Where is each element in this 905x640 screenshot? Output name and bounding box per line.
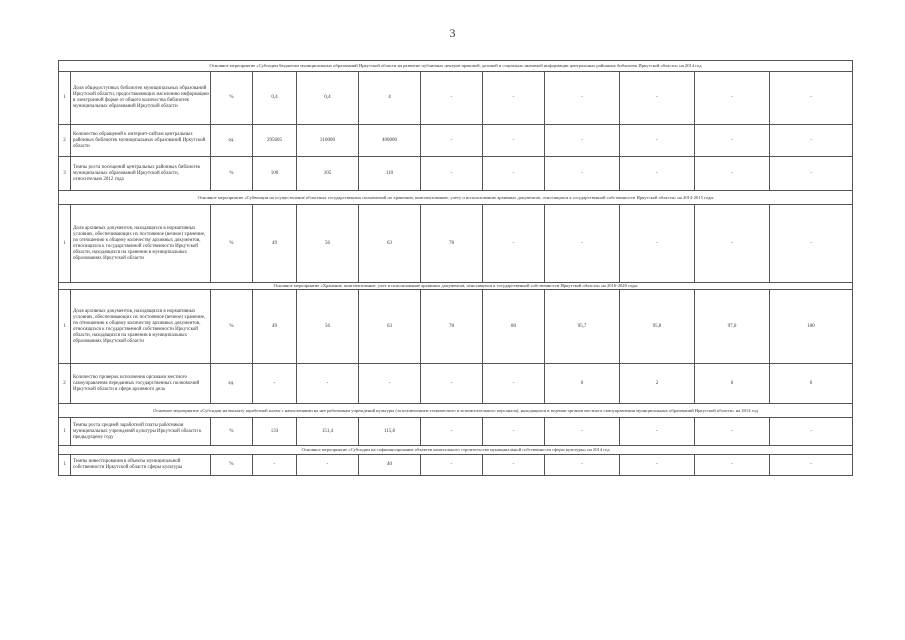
value-cell: - bbox=[421, 157, 483, 191]
value-cell: - bbox=[421, 418, 483, 446]
table-row bbox=[59, 205, 853, 283]
value-cell: - bbox=[620, 157, 695, 191]
value-cell: 95,8 bbox=[620, 290, 695, 364]
unit-cell: % bbox=[211, 290, 253, 364]
value-cell: 6 bbox=[545, 364, 620, 404]
section-heading: Основное мероприятие «Хранение, комплектование, учет и использование архивных документов, относящихся к государственной собственности Иркутской области» на 2016-2020 годы bbox=[59, 283, 853, 290]
value-cell: 0,4 bbox=[297, 72, 359, 125]
value-cell: 100 bbox=[770, 290, 853, 364]
page-number: 3 bbox=[449, 26, 456, 40]
value-cell: - bbox=[483, 455, 545, 476]
value-cell: 2 bbox=[620, 364, 695, 404]
section-heading-row bbox=[59, 283, 853, 290]
value-cell: - bbox=[297, 364, 359, 404]
row-number: 2 bbox=[59, 364, 71, 404]
value-cell: - bbox=[483, 418, 545, 446]
value-cell: - bbox=[695, 455, 770, 476]
value-cell: - bbox=[421, 72, 483, 125]
indicator-name: Темпы роста средней заработной платы работников муниципальных учреждений культуры Иркутской области к предыдущему году bbox=[71, 418, 211, 446]
value-cell: - bbox=[620, 455, 695, 476]
unit-cell: % bbox=[211, 418, 253, 446]
value-cell: - bbox=[421, 125, 483, 157]
value-cell: - bbox=[545, 205, 620, 283]
value-cell: 133 bbox=[253, 418, 297, 446]
row-number: 2 bbox=[59, 125, 71, 157]
row-number: 1 bbox=[59, 72, 71, 125]
value-cell: - bbox=[483, 364, 545, 404]
unit-cell: % bbox=[211, 72, 253, 125]
value-cell: - bbox=[620, 418, 695, 446]
value-cell: - bbox=[695, 418, 770, 446]
table-row bbox=[59, 418, 853, 446]
value-cell: 40 bbox=[359, 455, 421, 476]
value-cell: 105 bbox=[297, 157, 359, 191]
value-cell: 78 bbox=[421, 205, 483, 283]
indicator-name: Количество проверок исполнения органами местного самоуправления переданных государственных полномочий Иркутской области в сфере архивного дела bbox=[71, 364, 211, 404]
indicators-table bbox=[58, 60, 853, 476]
value-cell: 49 bbox=[253, 205, 297, 283]
value-cell: - bbox=[770, 72, 853, 125]
value-cell: - bbox=[695, 125, 770, 157]
indicator-name: Темпы роста посещений центральных районных библиотек муниципальных образований Иркутской области, относительно 2012 года bbox=[71, 157, 211, 191]
section-heading: Основное мероприятие «Субсидии бюджетам муниципальных образований Иркутской области на развитие публичных центров правовой, деловой и социально значимой информации центральных районных библиотек Иркутской области» на 2014 год bbox=[59, 61, 853, 72]
row-number: 1 bbox=[59, 205, 71, 283]
table-row bbox=[59, 455, 853, 476]
value-cell: - bbox=[297, 455, 359, 476]
value-cell: - bbox=[545, 157, 620, 191]
section-heading: Основное мероприятие «Субсидии на выплату заработной платы с начислениями на нее работникам учреждений культуры (за исключением технического и вспомогательного персонала), находящихся в ведении органов местного самоуправления муниципальных образований Иркутской области» на 2014 год bbox=[59, 404, 853, 418]
value-cell: - bbox=[545, 455, 620, 476]
value-cell: 56 bbox=[297, 205, 359, 283]
table-row bbox=[59, 290, 853, 364]
unit-cell: ед. bbox=[211, 364, 253, 404]
value-cell: 6 bbox=[695, 364, 770, 404]
section-heading-row bbox=[59, 404, 853, 418]
row-number: 1 bbox=[59, 290, 71, 364]
value-cell: 80 bbox=[483, 290, 545, 364]
value-cell: 115,8 bbox=[359, 418, 421, 446]
value-cell: - bbox=[770, 157, 853, 191]
row-number: 3 bbox=[59, 157, 71, 191]
value-cell: 110 bbox=[359, 157, 421, 191]
value-cell: - bbox=[620, 205, 695, 283]
unit-cell: % bbox=[211, 157, 253, 191]
value-cell: 310000 bbox=[297, 125, 359, 157]
row-number: 1 bbox=[59, 418, 71, 446]
value-cell: 100 bbox=[253, 157, 297, 191]
section-heading-row bbox=[59, 191, 853, 205]
indicator-name: Темпы инвестирования в объекты муниципальной собственности Иркутской области сферы культуры bbox=[71, 455, 211, 476]
value-cell: - bbox=[253, 364, 297, 404]
unit-cell: % bbox=[211, 455, 253, 476]
section-heading-row bbox=[59, 446, 853, 455]
table-row bbox=[59, 125, 853, 157]
value-cell: - bbox=[483, 157, 545, 191]
unit-cell: % bbox=[211, 205, 253, 283]
value-cell: - bbox=[695, 205, 770, 283]
value-cell: - bbox=[545, 72, 620, 125]
value-cell: - bbox=[359, 364, 421, 404]
value-cell: 151,4 bbox=[297, 418, 359, 446]
row-number: 1 bbox=[59, 455, 71, 476]
value-cell: 97,0 bbox=[695, 290, 770, 364]
value-cell: - bbox=[545, 125, 620, 157]
value-cell: 400000 bbox=[359, 125, 421, 157]
value-cell: 56 bbox=[297, 290, 359, 364]
value-cell: 295605 bbox=[253, 125, 297, 157]
value-cell: - bbox=[620, 72, 695, 125]
value-cell: - bbox=[770, 205, 853, 283]
value-cell: - bbox=[483, 205, 545, 283]
section-heading-row bbox=[59, 61, 853, 72]
value-cell: 63 bbox=[359, 290, 421, 364]
value-cell: 49 bbox=[253, 290, 297, 364]
value-cell: - bbox=[421, 455, 483, 476]
value-cell: - bbox=[695, 157, 770, 191]
value-cell: - bbox=[620, 125, 695, 157]
value-cell: - bbox=[770, 125, 853, 157]
value-cell: - bbox=[545, 418, 620, 446]
value-cell: - bbox=[770, 455, 853, 476]
value-cell: - bbox=[483, 125, 545, 157]
value-cell: - bbox=[421, 364, 483, 404]
indicator-name: Доля архивных документов, находящихся в нормативных условиях, обеспечивающих их постоянное (вечное) хранение, по отношению к общему количеству архивных документов, относящихся к государственной собственности Иркутской области, находящихся на хранении в муниципальных образованиях Иркутской области bbox=[71, 205, 211, 283]
table-row bbox=[59, 72, 853, 125]
value-cell: - bbox=[483, 72, 545, 125]
indicator-name: Количество обращений к интернет-сайтам центральных районных библиотек муниципальных образований Иркутской области bbox=[71, 125, 211, 157]
indicator-name: Доля общедоступных библиотек муниципальных образований Иркутской области, предоставляющих населению информацию в электронной форме от общего количества библиотек муниципальных образований Иркутской области bbox=[71, 72, 211, 125]
value-cell: - bbox=[770, 418, 853, 446]
value-cell: 63 bbox=[359, 205, 421, 283]
unit-cell: ед. bbox=[211, 125, 253, 157]
table-row bbox=[59, 157, 853, 191]
value-cell: 95,7 bbox=[545, 290, 620, 364]
value-cell: 6 bbox=[770, 364, 853, 404]
value-cell: - bbox=[253, 455, 297, 476]
value-cell: - bbox=[695, 72, 770, 125]
value-cell: 78 bbox=[421, 290, 483, 364]
value-cell: 4 bbox=[359, 72, 421, 125]
value-cell: 0,4 bbox=[253, 72, 297, 125]
table-row bbox=[59, 364, 853, 404]
section-heading: Основное мероприятие «Субсидии на софинансирование объектов капитального строительства муниципальной собственности сферы культуры» на 2014 год bbox=[59, 446, 853, 455]
section-heading: Основное мероприятие «Субвенции на осуществление областных государственных полномочий по хранению, комплектованию, учету и использованию архивных документов, относящихся к государственной собственности Иркутской области» на 2014-2015 годы bbox=[59, 191, 853, 205]
indicator-name: Доля архивных документов, находящихся в нормативных условиях, обеспечивающих их постоянное (вечное) хранение, по отношению к общему количеству архивных документов, относящихся к государственной собственности Иркутской области, находящихся на хранении в муниципальных образованиях Иркутской области bbox=[71, 290, 211, 364]
